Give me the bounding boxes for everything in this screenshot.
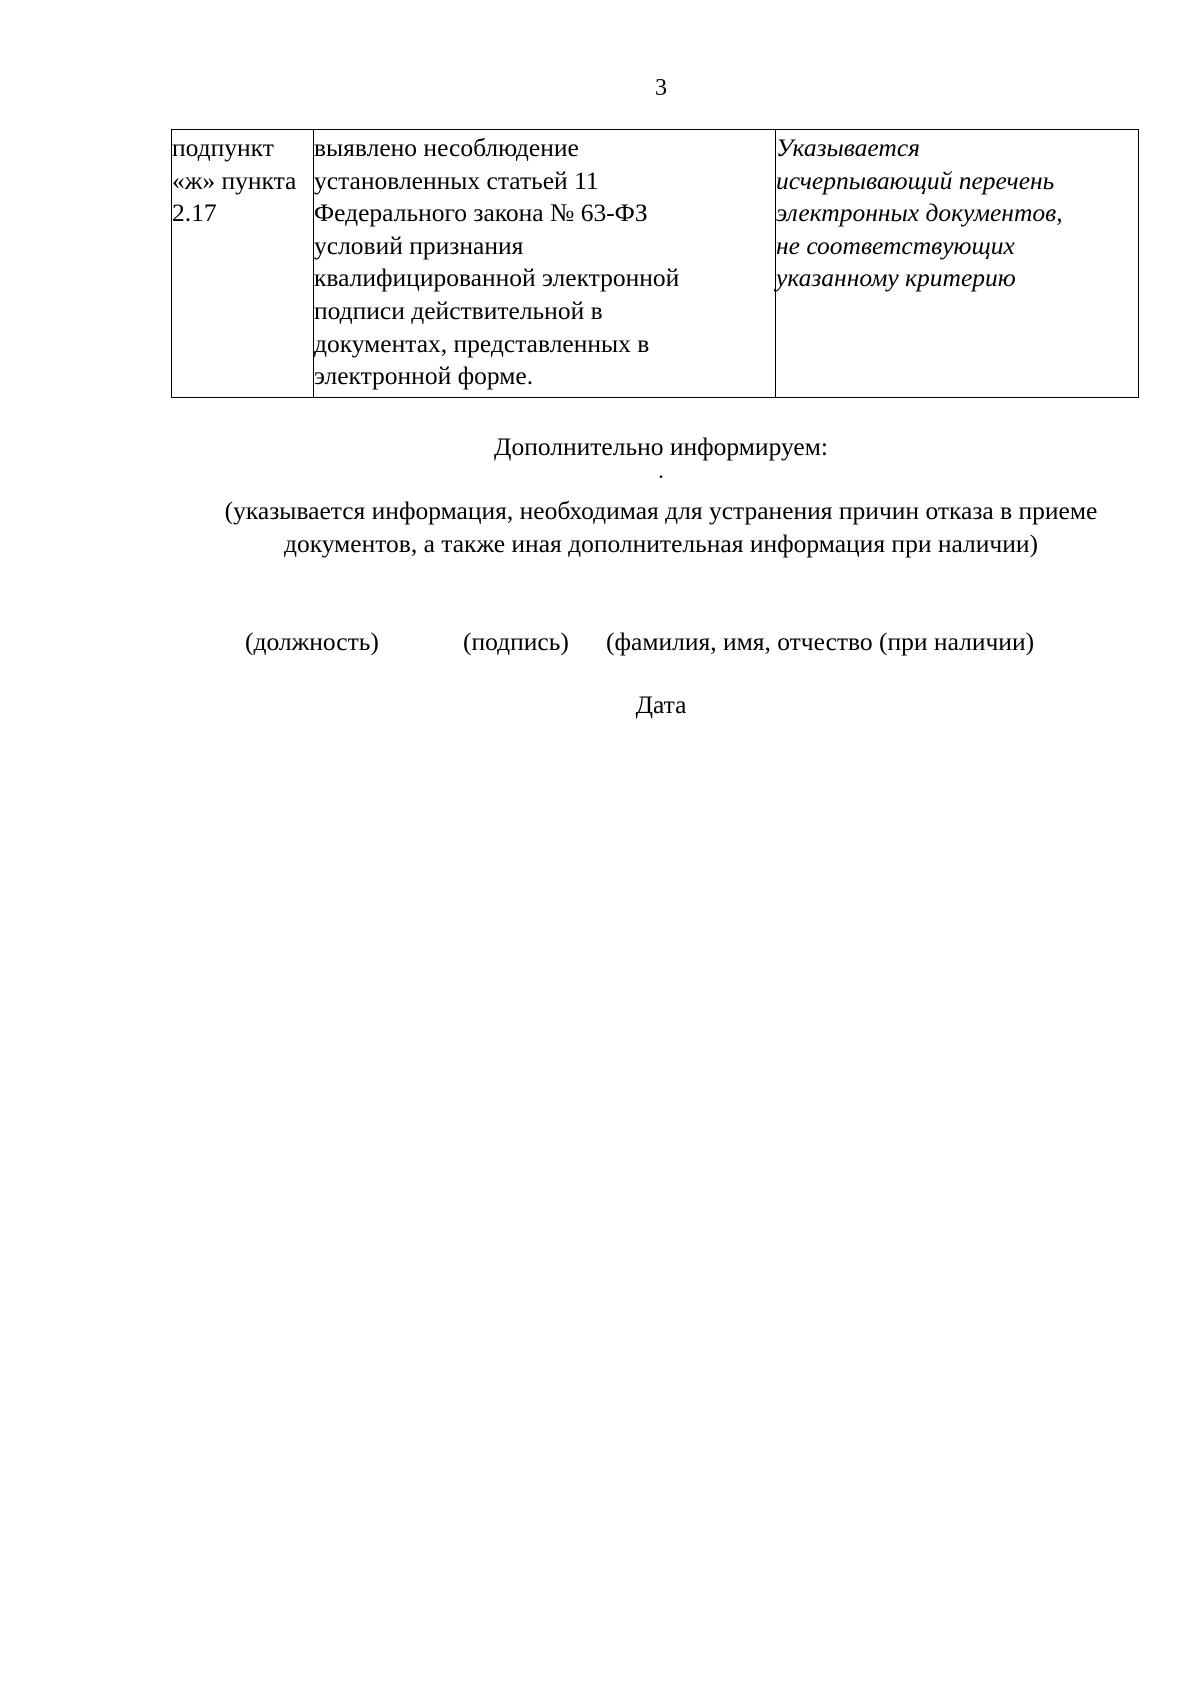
explanation-line: исчерпывающий перечень [776, 165, 1055, 195]
reason-line: установленных статьей 11 [314, 165, 599, 195]
additional-info-hint-line-2: документов, а также иная дополнительная информация при наличии) [283, 529, 1039, 558]
reason-line: Федерального закона № 63-ФЗ [314, 198, 648, 228]
clause-line: «ж» пункта [172, 165, 297, 195]
explanation-line: электронных документов, [776, 198, 1063, 228]
reason-line: условий признания [314, 230, 524, 260]
explanation-line: Указывается [776, 133, 920, 162]
full-name-label: (фамилия, имя, отчество (при наличии) [606, 627, 1035, 656]
fill-in-dot: . [658, 458, 664, 483]
explanation-cell [776, 130, 1139, 398]
clause-line: подпункт [172, 133, 274, 162]
reason-line: квалифицированной электронной [314, 263, 680, 293]
table-row [172, 130, 1139, 398]
reason-line: документах, представленных в [314, 328, 650, 358]
explanation-line: указанному критерию [776, 263, 1016, 293]
additional-info-hint-line-1: (указывается информация, необходимая для устранения причин отказа в приеме [224, 496, 1098, 525]
reason-line: электронной форме. [314, 361, 534, 391]
signature-label: (подпись) [463, 627, 569, 656]
reason-line: выявлено несоблюдение [314, 133, 579, 162]
refusal-reasons-table [171, 129, 1139, 398]
explanation-line: не соответствующих [776, 230, 1015, 260]
reason-line: подписи действительной в [314, 295, 603, 325]
position-label: (должность) [245, 627, 379, 656]
clause-cell [172, 130, 314, 398]
reason-cell [314, 130, 776, 398]
clause-line: 2.17 [172, 198, 217, 228]
date-label: Дата [635, 690, 687, 719]
page-number: 3 [655, 75, 667, 101]
additional-info-heading: Дополнительно информируем: [494, 432, 828, 461]
